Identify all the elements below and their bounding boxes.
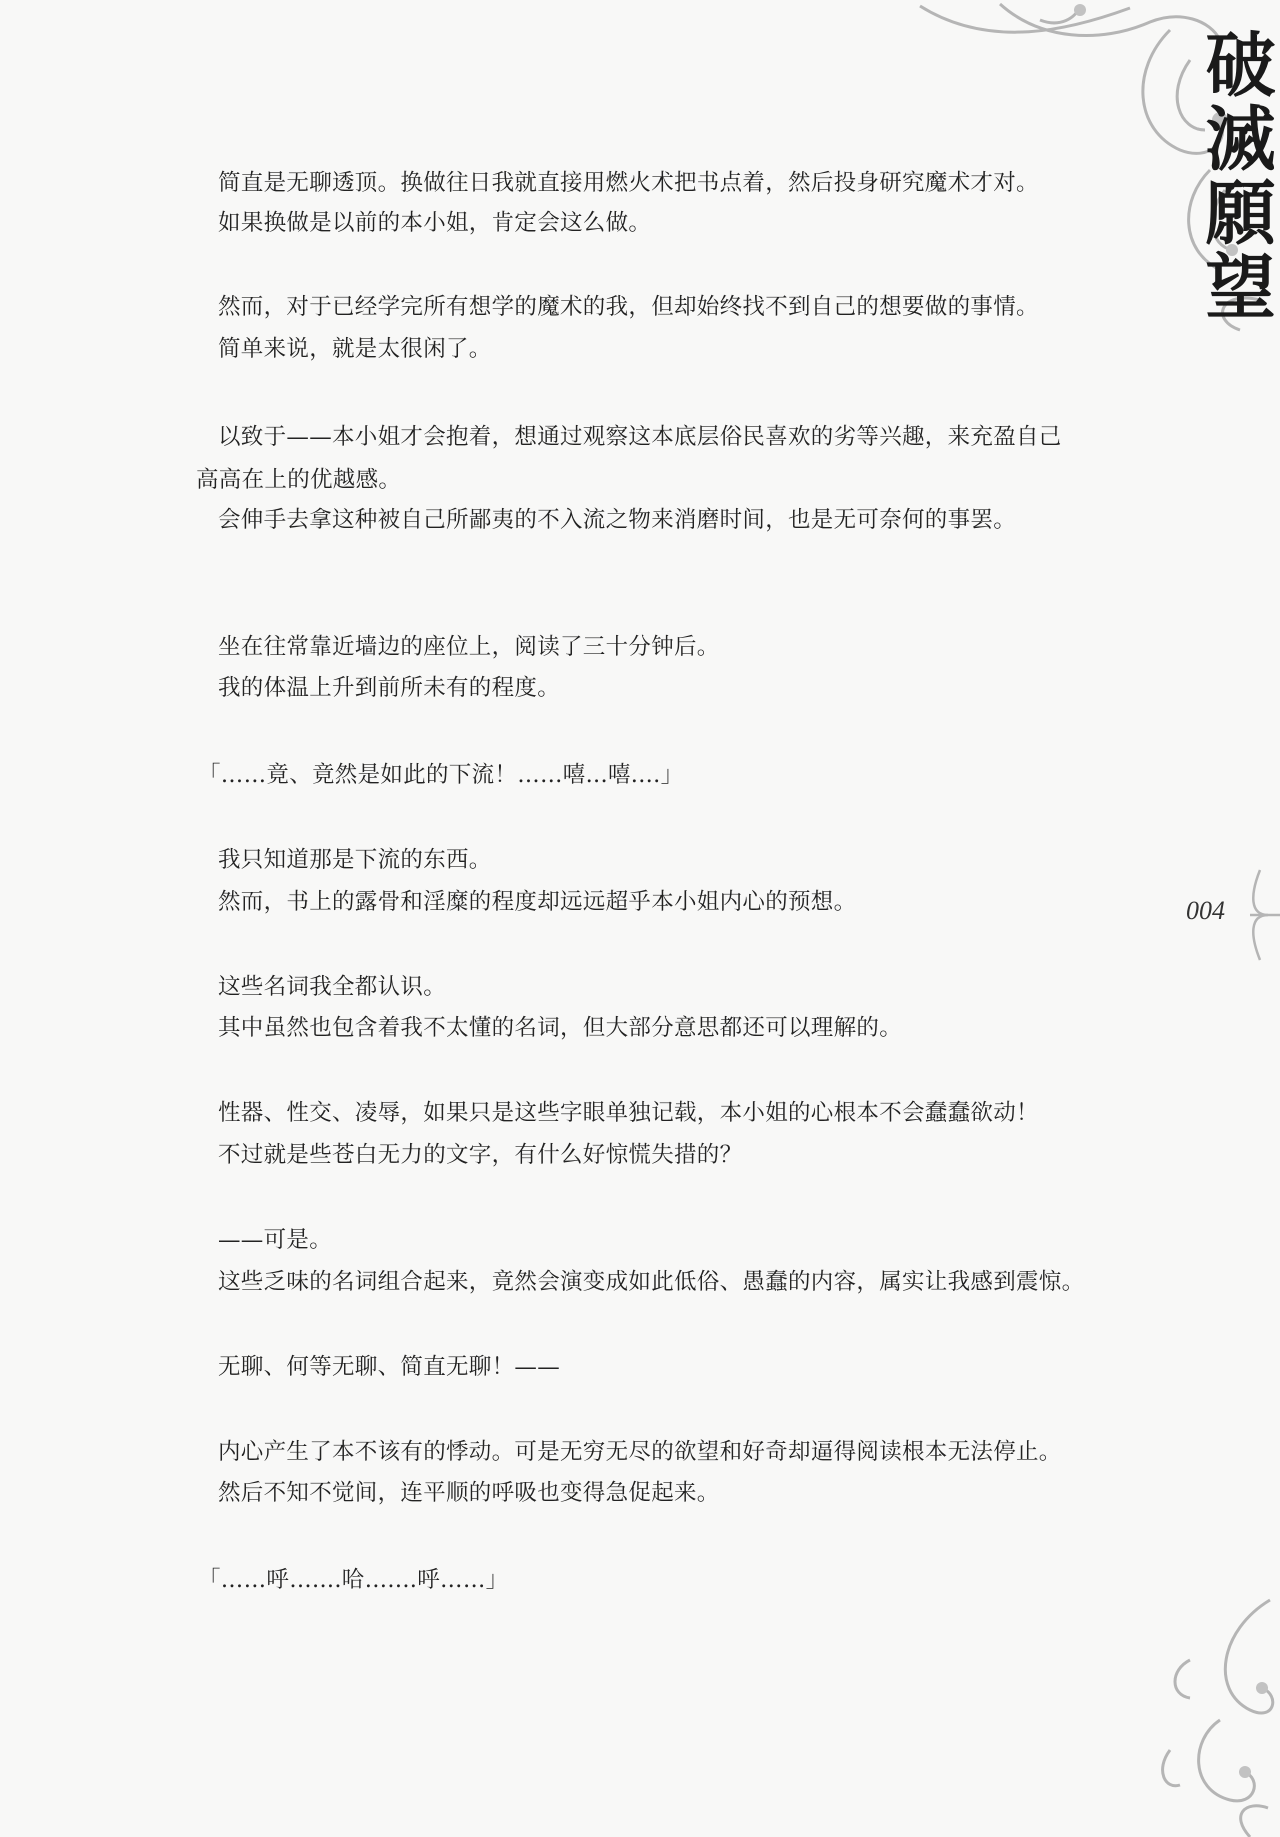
text-line: ——可是。 [218, 1227, 333, 1253]
page-number-ornament [1240, 870, 1280, 960]
text-line: 我只知道那是下流的东西。 [218, 847, 492, 873]
text-line: 然而，对于已经学完所有想学的魔术的我，但却始终找不到自己的想要做的事情。 [218, 294, 1039, 320]
text-line: 这些乏味的名词组合起来，竟然会演变成如此低俗、愚蠢的内容，属实让我感到震惊。 [218, 1269, 1085, 1295]
text-line: 坐在往常靠近墙边的座位上，阅读了三十分钟后。 [218, 634, 720, 660]
text-line: 这些名词我全都认识。 [218, 974, 447, 1000]
text-line: 会伸手去拿这种被自己所鄙夷的不入流之物来消磨时间，也是无可奈何的事罢。 [218, 507, 1017, 533]
text-line: 简单来说，就是太很闲了。 [218, 336, 492, 362]
text-line: 简直是无聊透顶。换做往日我就直接用燃火术把书点着，然后投身研究魔术才对。 [218, 170, 1039, 196]
text-line: 内心产生了本不该有的悸动。可是无穷无尽的欲望和好奇却逼得阅读根本无法停止。 [218, 1439, 1062, 1465]
text-line: 以致于——本小姐才会抱着，想通过观察这本底层俗民喜欢的劣等兴趣，来充盈自己 [218, 424, 1062, 450]
page-title: 破滅願望 [1194, 28, 1277, 324]
dialogue-line: 「……竟、竟然是如此的下流！……嘻...嘻....」 [198, 762, 684, 788]
text-line: 不过就是些苍白无力的文字，有什么好惊慌失措的？ [218, 1142, 743, 1168]
text-line: 其中虽然也包含着我不太懂的名词，但大部分意思都还可以理解的。 [218, 1015, 903, 1041]
text-line: 然后不知不觉间，连平顺的呼吸也变得急促起来。 [218, 1480, 720, 1506]
text-line: 高高在上的优越感。 [196, 467, 402, 493]
page-number: 004 [1186, 896, 1225, 925]
dialogue-line: 「……呼…....哈…....呼……」 [198, 1567, 509, 1593]
text-line: 我的体温上升到前所未有的程度。 [218, 675, 561, 701]
text-line: 无聊、何等无聊、简直无聊！—— [218, 1354, 561, 1380]
flourish-ornament-bottom [1150, 1600, 1280, 1837]
text-line: 如果换做是以前的本小姐，肯定会这么做。 [218, 210, 652, 236]
text-line: 性器、性交、凌辱，如果只是这些字眼单独记载，本小姐的心根本不会蠢蠢欲动！ [218, 1100, 1039, 1126]
text-line: 然而，书上的露骨和淫糜的程度却远远超乎本小姐内心的预想。 [218, 889, 857, 915]
